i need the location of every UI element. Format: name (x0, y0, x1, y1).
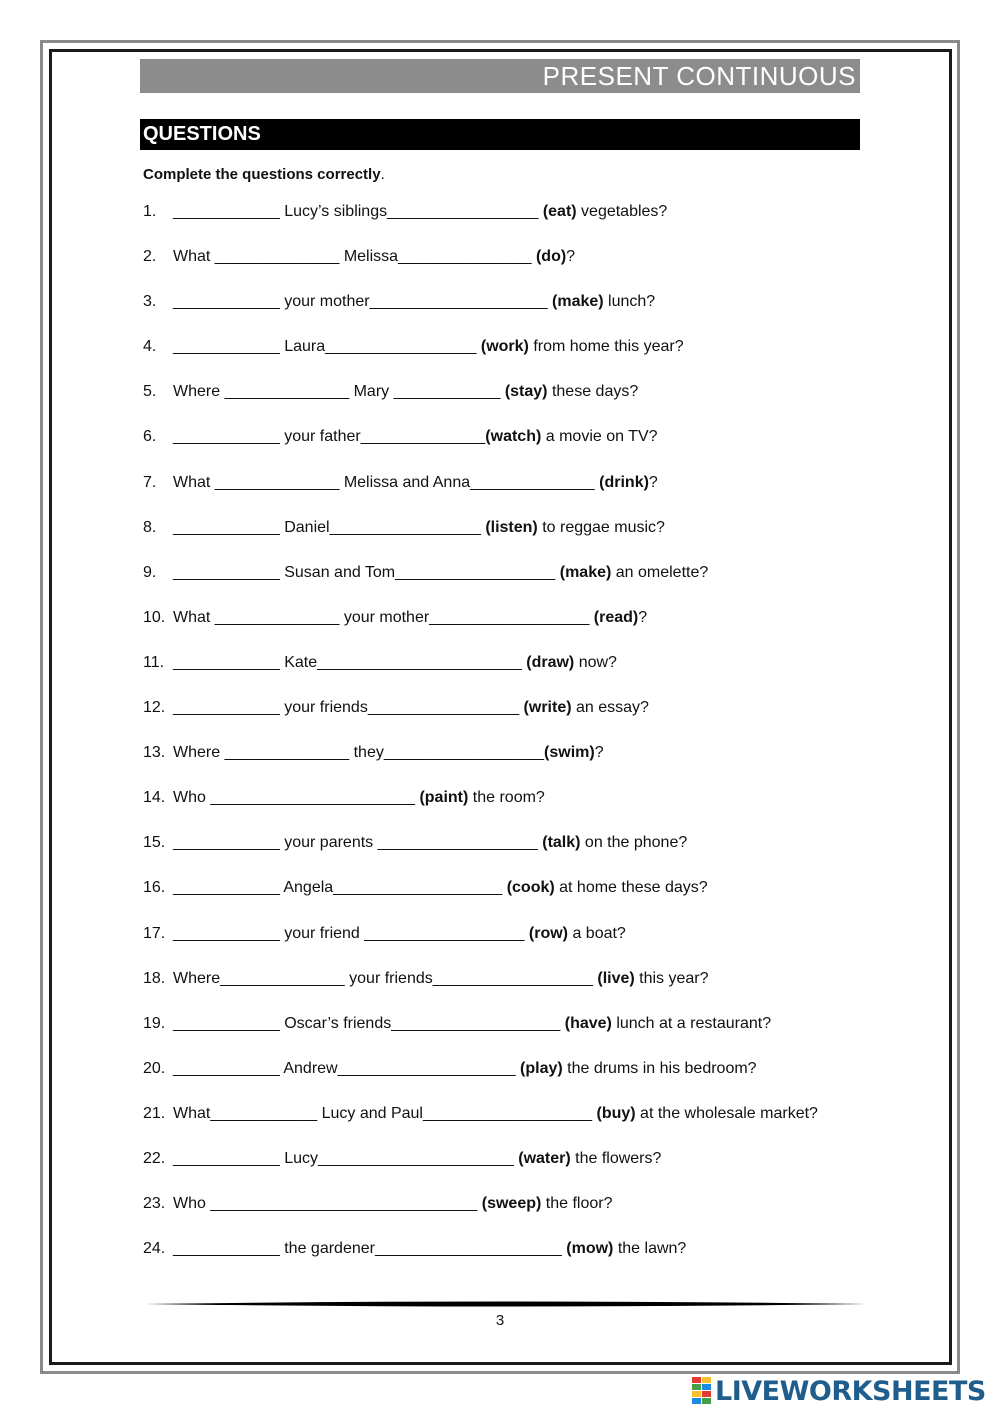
question-text: ____________ your parents __________________ (173, 834, 543, 852)
question-text: ____________ your mother____________________ (173, 293, 553, 311)
question-number: 8. (143, 518, 157, 536)
question-text: ____________ your father______________ (173, 428, 486, 446)
question-number: 3. (143, 293, 157, 311)
question-number: 13. (143, 744, 166, 762)
question-number: 17. (143, 924, 166, 942)
question-item (143, 1193, 883, 1238)
question-verb: (swim) (544, 744, 595, 762)
question-text: Who ______________________________ (173, 1195, 482, 1213)
question-verb: (stay) (504, 383, 548, 401)
question-verb: (cook) (506, 879, 555, 897)
question-text: What ______________ Melissa_______________ (173, 248, 536, 266)
question-number: 21. (143, 1104, 166, 1122)
question-list (143, 201, 883, 1283)
question-verb: (drink) (599, 473, 649, 491)
question-end: these days? (547, 383, 639, 401)
question-end: a boat? (568, 924, 626, 942)
question-end: on the phone? (580, 834, 688, 852)
question-number: 7. (143, 473, 157, 491)
question-verb: (talk) (542, 834, 581, 852)
question-number: 16. (143, 879, 166, 897)
question-number: 1. (143, 203, 157, 220)
question-text: What ______________ your mother__________________ (173, 608, 594, 626)
question-end: this year? (634, 969, 709, 987)
question-item (143, 562, 883, 607)
question-item (143, 1148, 883, 1193)
question-item (143, 1238, 883, 1283)
question-item (143, 877, 883, 922)
question-text: ____________ Lucy’s siblings_________________ (173, 203, 543, 220)
question-number: 14. (143, 789, 166, 807)
question-text: ____________ Susan and Tom__________________ (173, 563, 560, 581)
question-item (143, 336, 883, 381)
question-number: 5. (143, 383, 157, 401)
question-end: now? (574, 653, 617, 671)
question-item (143, 832, 883, 877)
question-verb: (sweep) (481, 1195, 542, 1213)
brand-text: LIVEWORKSHEETS (715, 1375, 986, 1407)
question-text: ____________ the gardener_____________________ (173, 1240, 567, 1258)
question-item (143, 697, 883, 742)
question-verb: (do) (535, 248, 567, 266)
question-verb: (make) (559, 563, 612, 581)
page-title: PRESENT CONTINUOUS (140, 59, 860, 93)
question-text: ____________ your friend __________________ (173, 924, 529, 942)
question-verb: (play) (520, 1059, 563, 1077)
question-number: 23. (143, 1195, 166, 1213)
question-text: Where ______________ they__________________ (173, 744, 545, 762)
question-number: 24. (143, 1240, 166, 1258)
question-item (143, 1058, 883, 1103)
question-end: to reggae music? (537, 518, 665, 536)
question-end: the drums in his bedroom? (562, 1059, 757, 1077)
question-verb: (buy) (596, 1104, 636, 1122)
question-text: ____________ Angela___________________ (173, 879, 507, 897)
question-end: ? (594, 744, 604, 762)
question-item (143, 517, 883, 562)
question-verb: (watch) (485, 428, 542, 446)
question-item (143, 472, 883, 517)
question-number: 2. (143, 248, 157, 266)
question-verb: (water) (518, 1149, 571, 1167)
question-text: ____________ Andrew____________________ (173, 1059, 521, 1077)
instruction-bold: Complete the questions correctly (143, 166, 381, 183)
question-end: the floor? (541, 1195, 613, 1213)
question-end: the lawn? (613, 1240, 687, 1258)
question-item (143, 1013, 883, 1058)
question-item (143, 201, 883, 246)
question-number: 4. (143, 338, 157, 356)
question-verb: (live) (597, 969, 635, 987)
question-item (143, 246, 883, 291)
question-verb: (mow) (566, 1240, 614, 1258)
question-text: Who _______________________ (173, 789, 420, 807)
question-verb: (eat) (542, 203, 577, 220)
question-number: 10. (143, 608, 166, 626)
question-item (143, 968, 883, 1013)
question-verb: (write) (523, 699, 572, 717)
question-verb: (have) (564, 1014, 612, 1032)
question-text: What ______________ Melissa and Anna______________ (173, 473, 600, 491)
question-end: the room? (468, 789, 545, 807)
question-number: 6. (143, 428, 157, 446)
question-verb: (make) (552, 293, 604, 311)
question-item (143, 652, 883, 697)
question-number: 19. (143, 1014, 166, 1032)
question-end: ? (638, 608, 648, 626)
question-verb: (paint) (419, 789, 469, 807)
question-verb: (draw) (526, 653, 575, 671)
question-item (143, 607, 883, 652)
question-item (143, 291, 883, 336)
question-verb: (work) (480, 338, 529, 356)
question-end: vegetables? (576, 203, 668, 220)
question-item (143, 426, 883, 471)
question-number: 22. (143, 1149, 166, 1167)
question-item (143, 742, 883, 787)
question-item (143, 923, 883, 968)
question-number: 11. (143, 653, 165, 671)
question-end: from home this year? (528, 338, 684, 356)
question-text: Where______________ your friends__________________ (173, 969, 598, 987)
instruction-period: . (380, 166, 385, 183)
question-verb: (listen) (485, 518, 538, 536)
question-verb: (read) (593, 608, 639, 626)
question-text: ____________ Kate_______________________ (173, 653, 527, 671)
question-text: ____________ Laura_________________ (173, 338, 481, 356)
brand-logo[interactable] (692, 1375, 986, 1407)
section-heading: QUESTIONS (140, 119, 860, 150)
question-end: a movie on TV? (541, 428, 658, 446)
question-end: at the wholesale market? (635, 1104, 818, 1122)
question-end: lunch? (603, 293, 656, 311)
question-text: Where ______________ Mary ____________ (173, 383, 505, 401)
question-end: an essay? (571, 699, 649, 717)
question-number: 18. (143, 969, 166, 987)
question-text: ____________ Lucy______________________ (173, 1149, 519, 1167)
question-text: What____________ Lucy and Paul___________________ (173, 1104, 597, 1122)
question-text: ____________ your friends_________________ (173, 699, 524, 717)
question-item (143, 381, 883, 426)
question-text: ____________ Oscar’s friends___________________ (173, 1014, 565, 1032)
question-number: 12. (143, 699, 166, 717)
liveworksheets-logo-icon (692, 1377, 712, 1405)
page-number: 3 (495, 1312, 505, 1329)
question-end: an omelette? (611, 563, 709, 581)
question-number: 9. (143, 563, 157, 581)
question-end: ? (648, 473, 658, 491)
question-item (143, 1103, 883, 1148)
question-end: the flowers? (570, 1149, 662, 1167)
question-text: ____________ Daniel_________________ (173, 518, 486, 536)
question-end: lunch at a restaurant? (611, 1014, 772, 1032)
question-item (143, 787, 883, 832)
question-end: ? (566, 248, 576, 266)
question-number: 20. (143, 1059, 166, 1077)
question-number: 15. (143, 834, 166, 852)
instruction-text (143, 164, 385, 186)
question-verb: (row) (528, 924, 568, 942)
question-end: at home these days? (554, 879, 708, 897)
